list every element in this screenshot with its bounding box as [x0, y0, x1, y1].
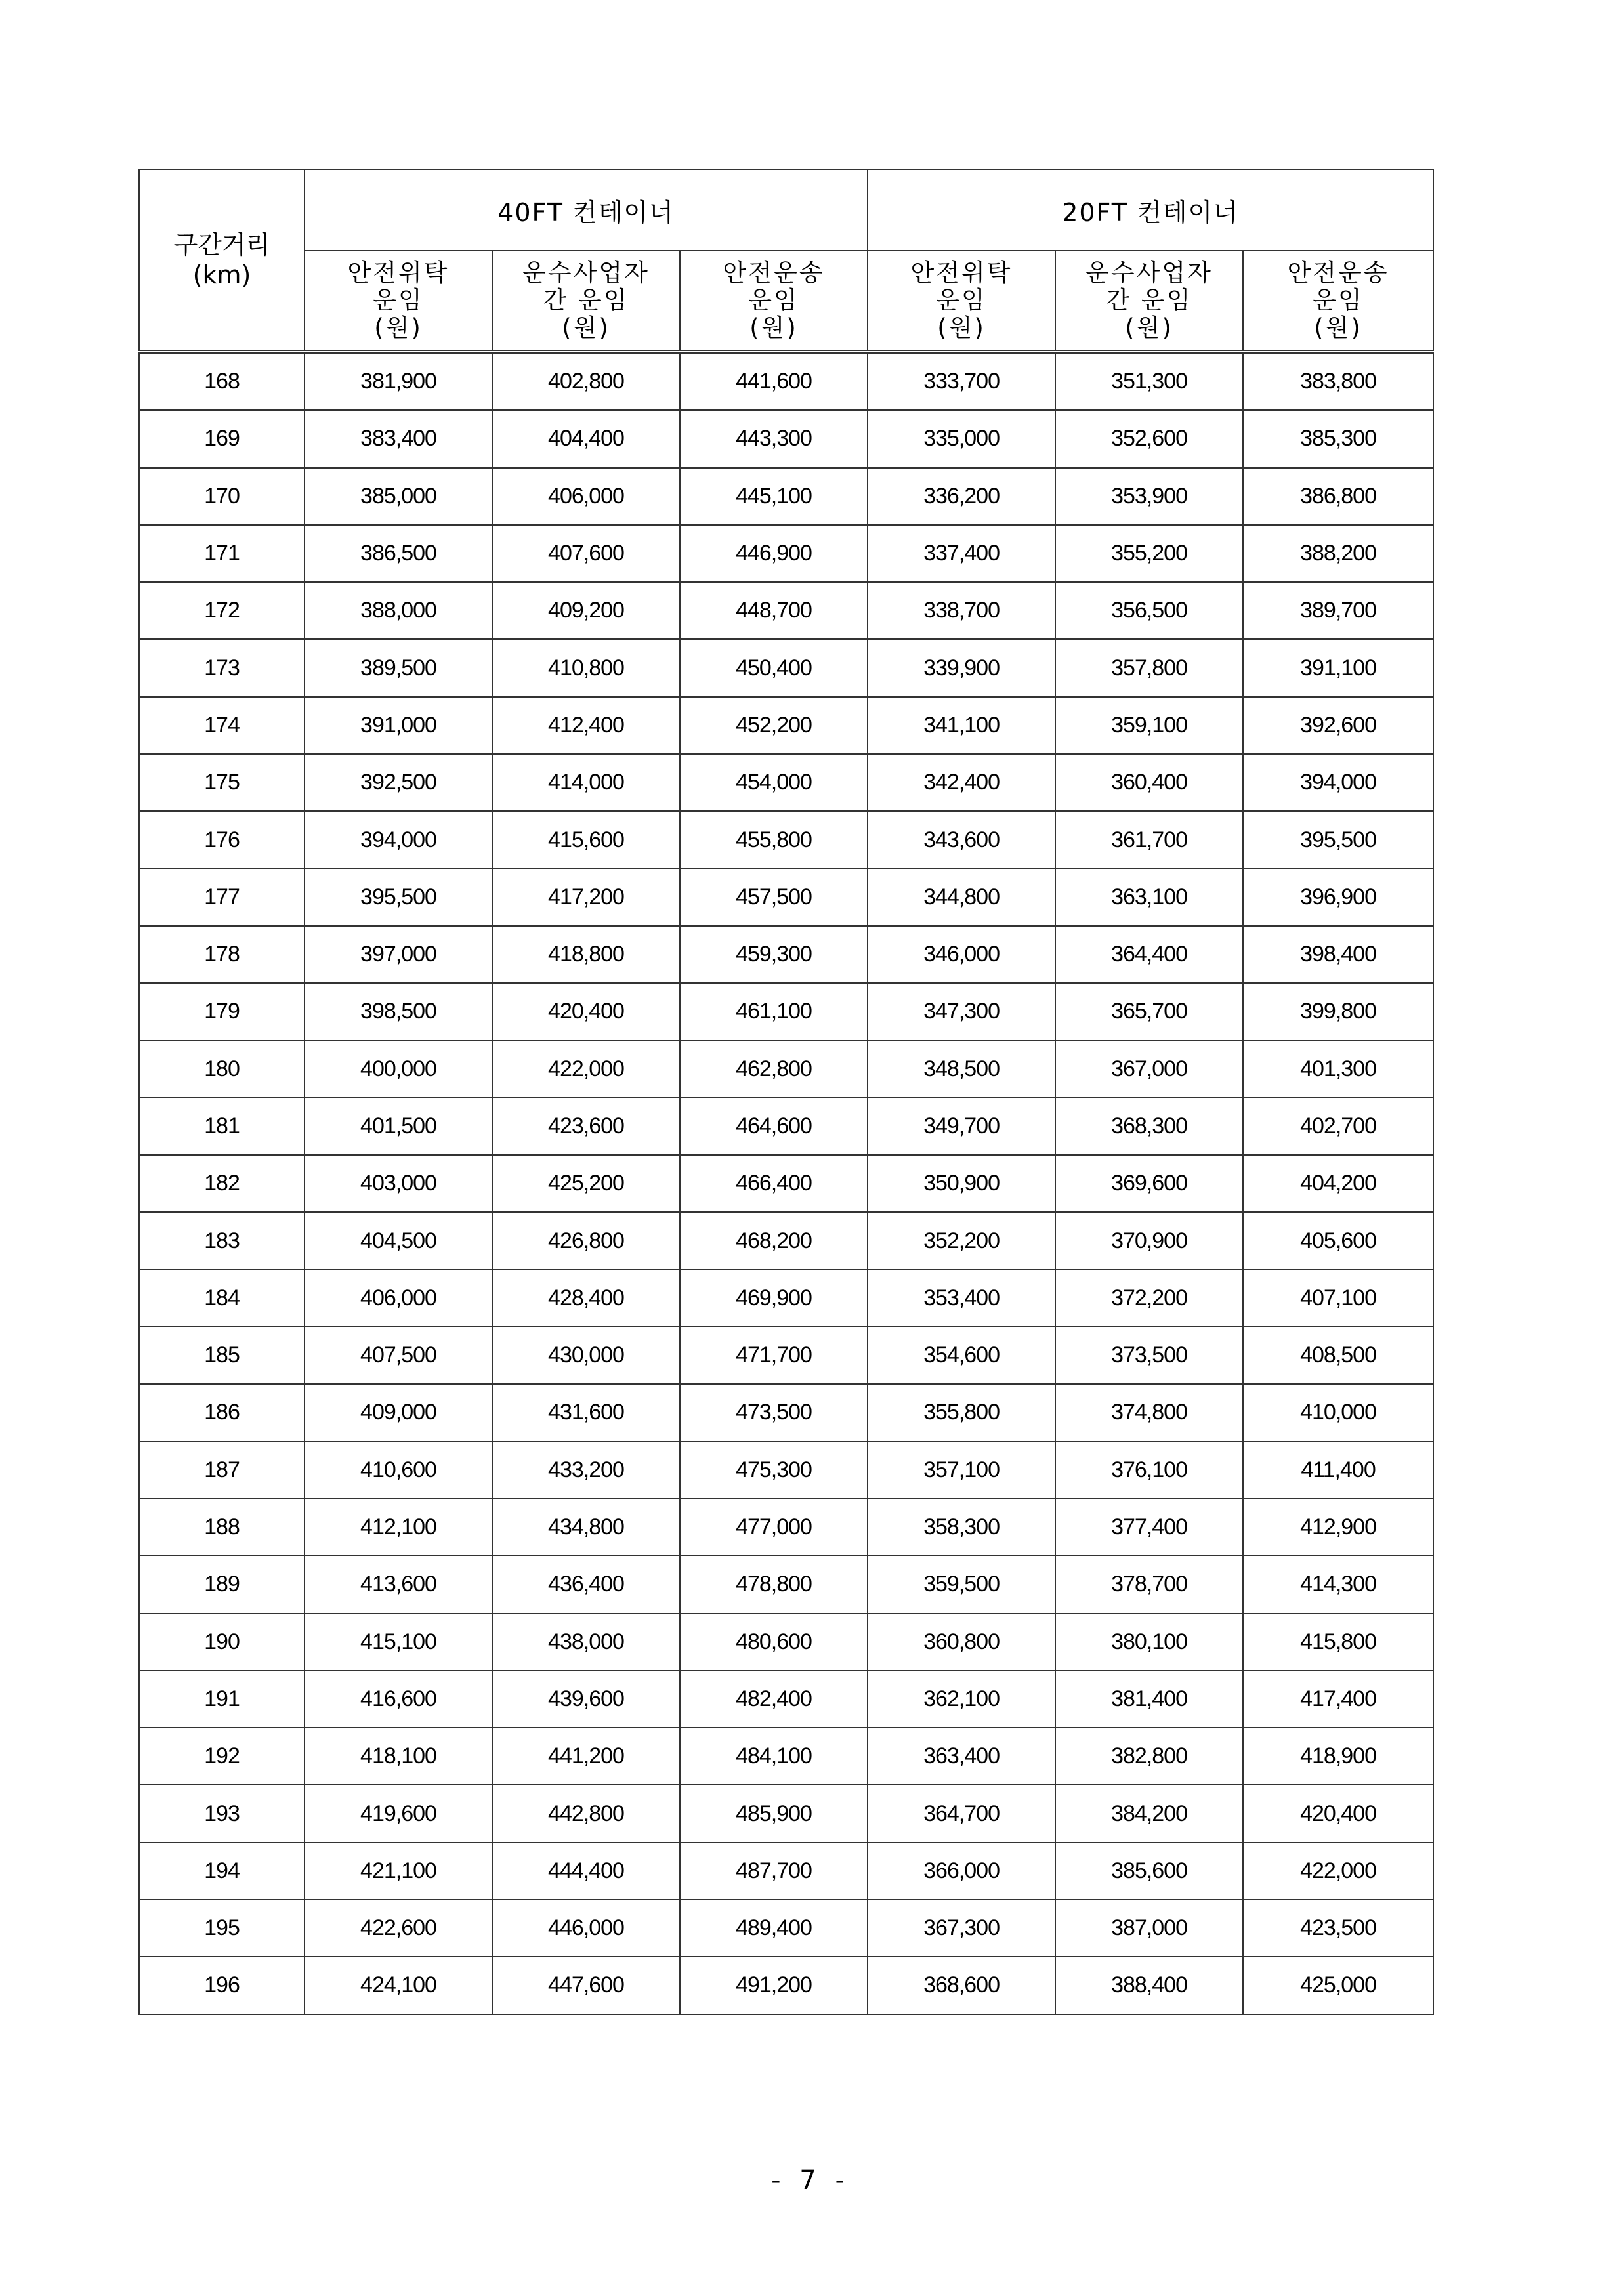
rate-cell: 461,100 — [680, 983, 868, 1040]
subcolumn-header-line: 간 운임 — [1106, 286, 1192, 314]
rate-cell: 400,000 — [305, 1041, 492, 1098]
rate-cell: 408,500 — [1243, 1327, 1433, 1384]
rate-cell: 401,500 — [305, 1098, 492, 1155]
rate-cell: 447,600 — [492, 1957, 680, 2014]
rate-cell: 399,800 — [1243, 983, 1433, 1040]
rate-cell: 466,400 — [680, 1155, 868, 1212]
rate-cell: 410,600 — [305, 1442, 492, 1499]
rate-cell: 394,000 — [1243, 754, 1433, 811]
rate-cell: 373,500 — [1055, 1327, 1243, 1384]
rate-cell: 333,700 — [868, 352, 1055, 410]
rate-cell: 420,400 — [1243, 1785, 1433, 1842]
table-row — [139, 1270, 1433, 1327]
table-row — [139, 410, 1433, 467]
rate-cell: 385,300 — [1243, 410, 1433, 467]
rate-cell: 395,500 — [1243, 811, 1433, 868]
rate-cell: 386,800 — [1243, 468, 1433, 525]
rate-cell: 431,600 — [492, 1384, 680, 1441]
rate-cell: 480,600 — [680, 1614, 868, 1671]
table-row — [139, 525, 1433, 582]
rate-cell: 439,600 — [492, 1671, 680, 1728]
rate-cell: 381,900 — [305, 352, 492, 410]
rate-cell: 473,500 — [680, 1384, 868, 1441]
distance-cell: 186 — [139, 1384, 305, 1441]
rate-cell: 374,800 — [1055, 1384, 1243, 1441]
rate-cell: 376,100 — [1055, 1442, 1243, 1499]
rate-cell: 402,700 — [1243, 1098, 1433, 1155]
rate-cell: 430,000 — [492, 1327, 680, 1384]
distance-cell: 171 — [139, 525, 305, 582]
rate-cell: 421,100 — [305, 1843, 492, 1900]
rate-cell: 352,600 — [1055, 410, 1243, 467]
rate-cell: 425,000 — [1243, 1957, 1433, 2014]
subcolumn-header-line: 운임 — [936, 286, 987, 314]
rate-cell: 422,000 — [1243, 1843, 1433, 1900]
page-number: - 7 - — [771, 2165, 850, 2196]
subcolumn-header-line: 안전위탁 — [910, 259, 1013, 287]
distance-cell: 176 — [139, 811, 305, 868]
rate-cell: 357,800 — [1055, 639, 1243, 696]
rate-cell: 364,400 — [1055, 926, 1243, 983]
rate-cell: 416,600 — [305, 1671, 492, 1728]
rate-cell: 414,000 — [492, 754, 680, 811]
group-header-40ft: 40FT 컨테이너 — [305, 169, 868, 251]
distance-cell: 192 — [139, 1728, 305, 1785]
distance-cell: 181 — [139, 1098, 305, 1155]
rate-cell: 434,800 — [492, 1499, 680, 1556]
rate-cell: 360,400 — [1055, 754, 1243, 811]
rate-cell: 404,500 — [305, 1212, 492, 1269]
rate-cell: 424,100 — [305, 1957, 492, 2014]
header-row-groups — [139, 169, 1433, 251]
rate-cell: 342,400 — [868, 754, 1055, 811]
rate-cell: 412,400 — [492, 697, 680, 754]
rate-cell: 411,400 — [1243, 1442, 1433, 1499]
distance-cell: 184 — [139, 1270, 305, 1327]
rate-cell: 352,200 — [868, 1212, 1055, 1269]
distance-cell: 174 — [139, 697, 305, 754]
rate-cell: 357,100 — [868, 1442, 1055, 1499]
table-header — [139, 169, 1433, 352]
rate-cell: 343,600 — [868, 811, 1055, 868]
table-row — [139, 869, 1433, 926]
rate-cell: 487,700 — [680, 1843, 868, 1900]
subcolumn-header — [1055, 251, 1243, 352]
subcolumn-header-line: 운수사업자 — [1085, 259, 1213, 287]
table-row — [139, 1728, 1433, 1785]
distance-cell: 172 — [139, 582, 305, 639]
rate-cell: 391,100 — [1243, 639, 1433, 696]
rate-cell: 397,000 — [305, 926, 492, 983]
rate-cell: 422,000 — [492, 1041, 680, 1098]
rate-cell: 386,500 — [305, 525, 492, 582]
rate-cell: 389,500 — [305, 639, 492, 696]
table-row — [139, 352, 1433, 410]
rate-cell: 478,800 — [680, 1556, 868, 1613]
rate-cell: 366,000 — [868, 1843, 1055, 1900]
rate-cell: 344,800 — [868, 869, 1055, 926]
rate-cell: 444,400 — [492, 1843, 680, 1900]
rate-cell: 367,300 — [868, 1900, 1055, 1957]
distance-cell: 178 — [139, 926, 305, 983]
rate-cell: 475,300 — [680, 1442, 868, 1499]
distance-header-label: 구간거리 — [173, 230, 270, 259]
rate-cell: 445,100 — [680, 468, 868, 525]
table-row — [139, 1098, 1433, 1155]
rate-cell: 454,000 — [680, 754, 868, 811]
rate-cell: 363,100 — [1055, 869, 1243, 926]
rate-cell: 412,100 — [305, 1499, 492, 1556]
rate-cell: 469,900 — [680, 1270, 868, 1327]
rate-cell: 364,700 — [868, 1785, 1055, 1842]
rate-cell: 407,500 — [305, 1327, 492, 1384]
distance-cell: 193 — [139, 1785, 305, 1842]
rate-cell: 338,700 — [868, 582, 1055, 639]
table-row — [139, 1499, 1433, 1556]
subcolumn-header-line: 안전위탁 — [347, 259, 450, 287]
rate-cell: 350,900 — [868, 1155, 1055, 1212]
rate-cell: 406,000 — [305, 1270, 492, 1327]
rate-cell: 462,800 — [680, 1041, 868, 1098]
subcolumn-header-line: (원) — [562, 314, 610, 342]
table-row — [139, 1614, 1433, 1671]
table-row — [139, 1671, 1433, 1728]
rate-cell: 355,800 — [868, 1384, 1055, 1441]
rate-cell: 382,800 — [1055, 1728, 1243, 1785]
rate-cell: 457,500 — [680, 869, 868, 926]
table-row — [139, 1327, 1433, 1384]
rate-cell: 351,300 — [1055, 352, 1243, 410]
rate-cell: 404,200 — [1243, 1155, 1433, 1212]
rate-cell: 385,600 — [1055, 1843, 1243, 1900]
distance-cell: 190 — [139, 1614, 305, 1671]
rate-cell: 389,700 — [1243, 582, 1433, 639]
distance-cell: 194 — [139, 1843, 305, 1900]
distance-column-header — [139, 169, 305, 352]
rate-cell: 415,100 — [305, 1614, 492, 1671]
table-row — [139, 1843, 1433, 1900]
rate-cell: 383,400 — [305, 410, 492, 467]
rate-cell: 394,000 — [305, 811, 492, 868]
table-row — [139, 811, 1433, 868]
rate-cell: 415,600 — [492, 811, 680, 868]
rate-cell: 446,900 — [680, 525, 868, 582]
rate-cell: 441,200 — [492, 1728, 680, 1785]
rate-cell: 360,800 — [868, 1614, 1055, 1671]
rate-cell: 381,400 — [1055, 1671, 1243, 1728]
rate-cell: 398,500 — [305, 983, 492, 1040]
rate-cell: 442,800 — [492, 1785, 680, 1842]
rate-cell: 370,900 — [1055, 1212, 1243, 1269]
distance-cell: 169 — [139, 410, 305, 467]
table-row — [139, 1442, 1433, 1499]
rate-cell: 337,400 — [868, 525, 1055, 582]
subcolumn-header — [868, 251, 1055, 352]
subcolumn-header-line: 안전운송 — [723, 259, 825, 287]
rate-cell: 426,800 — [492, 1212, 680, 1269]
distance-cell: 170 — [139, 468, 305, 525]
rate-cell: 425,200 — [492, 1155, 680, 1212]
rate-cell: 443,300 — [680, 410, 868, 467]
rate-cell: 339,900 — [868, 639, 1055, 696]
rate-cell: 377,400 — [1055, 1499, 1243, 1556]
rate-cell: 459,300 — [680, 926, 868, 983]
rate-cell: 468,200 — [680, 1212, 868, 1269]
table-row — [139, 754, 1433, 811]
rate-cell: 396,900 — [1243, 869, 1433, 926]
rate-cell: 407,600 — [492, 525, 680, 582]
rate-cell: 423,500 — [1243, 1900, 1433, 1957]
rate-cell: 415,800 — [1243, 1614, 1433, 1671]
rate-cell: 406,000 — [492, 468, 680, 525]
rate-cell: 403,000 — [305, 1155, 492, 1212]
rate-cell: 402,800 — [492, 352, 680, 410]
rate-cell: 395,500 — [305, 869, 492, 926]
distance-cell: 168 — [139, 352, 305, 410]
rate-cell: 452,200 — [680, 697, 868, 754]
rate-cell: 335,000 — [868, 410, 1055, 467]
distance-cell: 175 — [139, 754, 305, 811]
rate-cell: 349,700 — [868, 1098, 1055, 1155]
table-row — [139, 1041, 1433, 1098]
rate-cell: 359,500 — [868, 1556, 1055, 1613]
rate-cell: 450,400 — [680, 639, 868, 696]
freight-rate-table — [138, 169, 1434, 2015]
rate-cell: 409,000 — [305, 1384, 492, 1441]
rate-cell: 336,200 — [868, 468, 1055, 525]
rate-cell: 380,100 — [1055, 1614, 1243, 1671]
rate-cell: 391,000 — [305, 697, 492, 754]
rate-cell: 347,300 — [868, 983, 1055, 1040]
rate-cell: 392,600 — [1243, 697, 1433, 754]
rate-cell: 484,100 — [680, 1728, 868, 1785]
rate-cell: 369,600 — [1055, 1155, 1243, 1212]
rate-cell: 441,600 — [680, 352, 868, 410]
distance-cell: 189 — [139, 1556, 305, 1613]
rate-cell: 412,900 — [1243, 1499, 1433, 1556]
rate-cell: 401,300 — [1243, 1041, 1433, 1098]
rate-cell: 372,200 — [1055, 1270, 1243, 1327]
rate-cell: 398,400 — [1243, 926, 1433, 983]
rate-cell: 388,400 — [1055, 1957, 1243, 2014]
rate-cell: 368,600 — [868, 1957, 1055, 2014]
distance-cell: 179 — [139, 983, 305, 1040]
table-row — [139, 697, 1433, 754]
rate-cell: 353,900 — [1055, 468, 1243, 525]
rate-cell: 392,500 — [305, 754, 492, 811]
rate-cell: 368,300 — [1055, 1098, 1243, 1155]
rate-cell: 362,100 — [868, 1671, 1055, 1728]
rate-cell: 455,800 — [680, 811, 868, 868]
rate-cell: 361,700 — [1055, 811, 1243, 868]
rate-cell: 418,100 — [305, 1728, 492, 1785]
subcolumn-header-line: (원) — [937, 314, 986, 342]
rate-cell: 404,400 — [492, 410, 680, 467]
subcolumn-header-line: (원) — [1314, 314, 1362, 342]
table-row — [139, 582, 1433, 639]
subcolumn-header-line: (원) — [374, 314, 423, 342]
distance-cell: 177 — [139, 869, 305, 926]
rate-cell: 482,400 — [680, 1671, 868, 1728]
table-body — [139, 352, 1433, 2014]
distance-cell: 183 — [139, 1212, 305, 1269]
rate-cell: 417,400 — [1243, 1671, 1433, 1728]
table-row — [139, 1155, 1433, 1212]
subcolumn-header-line: 간 운임 — [543, 286, 629, 314]
subcolumn-header-line: 안전운송 — [1287, 259, 1389, 287]
table-row — [139, 926, 1433, 983]
rate-cell: 407,100 — [1243, 1270, 1433, 1327]
distance-cell: 196 — [139, 1957, 305, 2014]
rate-cell: 433,200 — [492, 1442, 680, 1499]
rate-cell: 446,000 — [492, 1900, 680, 1957]
distance-cell: 191 — [139, 1671, 305, 1728]
subcolumn-header-line: 운수사업자 — [522, 259, 650, 287]
rate-cell: 419,600 — [305, 1785, 492, 1842]
subcolumn-header-line: 운임 — [1313, 286, 1364, 314]
rate-cell: 384,200 — [1055, 1785, 1243, 1842]
rate-cell: 422,600 — [305, 1900, 492, 1957]
table-row — [139, 1384, 1433, 1441]
distance-header-unit: (km) — [192, 261, 251, 289]
rate-cell: 417,200 — [492, 869, 680, 926]
rate-cell: 388,200 — [1243, 525, 1433, 582]
subcolumn-header-line: (원) — [749, 314, 798, 342]
rate-cell: 409,200 — [492, 582, 680, 639]
rate-cell: 367,000 — [1055, 1041, 1243, 1098]
rate-cell: 385,000 — [305, 468, 492, 525]
subcolumn-header — [680, 251, 868, 352]
rate-cell: 436,400 — [492, 1556, 680, 1613]
distance-cell: 180 — [139, 1041, 305, 1098]
rate-cell: 489,400 — [680, 1900, 868, 1957]
distance-cell: 188 — [139, 1499, 305, 1556]
table-row — [139, 1212, 1433, 1269]
rate-cell: 387,000 — [1055, 1900, 1243, 1957]
distance-cell: 182 — [139, 1155, 305, 1212]
group-header-20ft: 20FT 컨테이너 — [868, 169, 1433, 251]
rate-cell: 418,900 — [1243, 1728, 1433, 1785]
rate-cell: 485,900 — [680, 1785, 868, 1842]
table-row — [139, 1900, 1433, 1957]
rate-cell: 405,600 — [1243, 1212, 1433, 1269]
subcolumn-header — [1243, 251, 1433, 352]
distance-cell: 187 — [139, 1442, 305, 1499]
table-row — [139, 468, 1433, 525]
rate-cell: 346,000 — [868, 926, 1055, 983]
table-row — [139, 983, 1433, 1040]
rate-cell: 410,800 — [492, 639, 680, 696]
rate-cell: 423,600 — [492, 1098, 680, 1155]
table-row — [139, 639, 1433, 696]
table-row — [139, 1556, 1433, 1613]
rate-cell: 353,400 — [868, 1270, 1055, 1327]
rate-cell: 471,700 — [680, 1327, 868, 1384]
distance-cell: 185 — [139, 1327, 305, 1384]
subcolumn-header — [492, 251, 680, 352]
rate-cell: 420,400 — [492, 983, 680, 1040]
rate-cell: 410,000 — [1243, 1384, 1433, 1441]
rate-cell: 356,500 — [1055, 582, 1243, 639]
rate-cell: 464,600 — [680, 1098, 868, 1155]
rate-cell: 438,000 — [492, 1614, 680, 1671]
rate-cell: 354,600 — [868, 1327, 1055, 1384]
rate-cell: 428,400 — [492, 1270, 680, 1327]
header-row-subcolumns — [139, 251, 1433, 352]
rate-cell: 477,000 — [680, 1499, 868, 1556]
subcolumn-header — [305, 251, 492, 352]
subcolumn-header-line: (원) — [1125, 314, 1173, 342]
rate-cell: 363,400 — [868, 1728, 1055, 1785]
rate-cell: 491,200 — [680, 1957, 868, 2014]
rate-cell: 388,000 — [305, 582, 492, 639]
table-row — [139, 1785, 1433, 1842]
table-row — [139, 1957, 1433, 2014]
distance-cell: 195 — [139, 1900, 305, 1957]
rate-cell: 355,200 — [1055, 525, 1243, 582]
distance-cell: 173 — [139, 639, 305, 696]
rate-cell: 365,700 — [1055, 983, 1243, 1040]
rate-cell: 378,700 — [1055, 1556, 1243, 1613]
subcolumn-header-line: 운임 — [373, 286, 424, 314]
subcolumn-header-line: 운임 — [748, 286, 799, 314]
rate-cell: 413,600 — [305, 1556, 492, 1613]
rate-cell: 348,500 — [868, 1041, 1055, 1098]
rate-cell: 383,800 — [1243, 352, 1433, 410]
rate-cell: 414,300 — [1243, 1556, 1433, 1613]
rate-cell: 341,100 — [868, 697, 1055, 754]
rate-cell: 358,300 — [868, 1499, 1055, 1556]
rate-cell: 418,800 — [492, 926, 680, 983]
rate-cell: 359,100 — [1055, 697, 1243, 754]
rate-cell: 448,700 — [680, 582, 868, 639]
